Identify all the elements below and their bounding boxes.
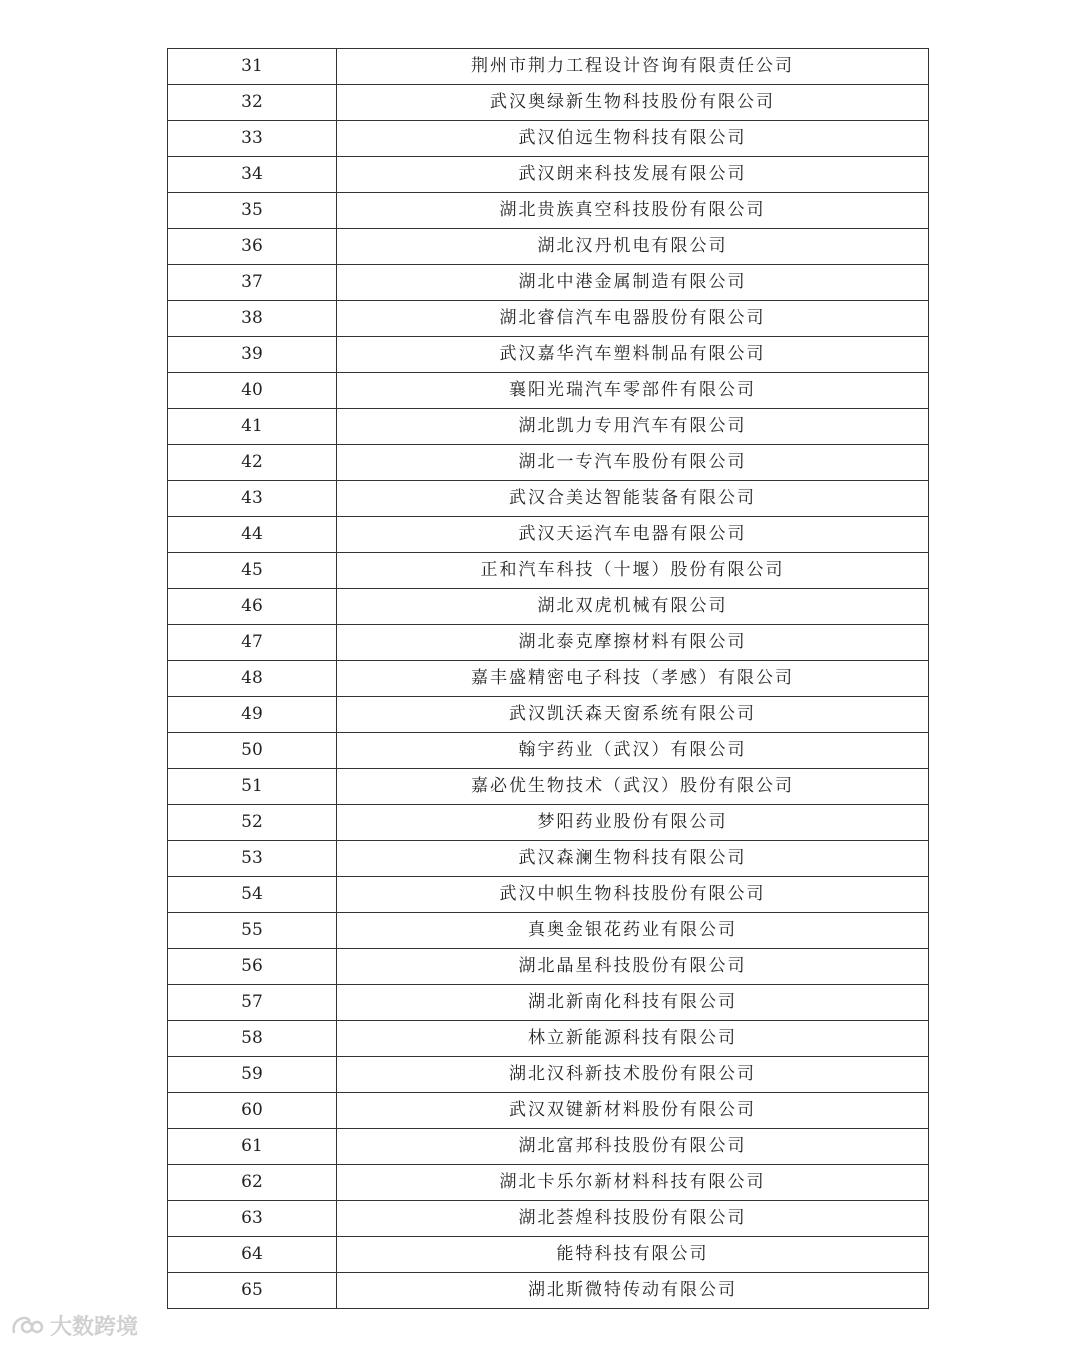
- table-row: [168, 841, 929, 877]
- company-name: 湖北凯力专用汽车有限公司: [337, 409, 929, 445]
- company-name: 正和汽车科技（十堰）股份有限公司: [337, 553, 929, 589]
- table-row: [168, 49, 929, 85]
- company-name: 武汉双键新材料股份有限公司: [337, 1093, 929, 1129]
- table-row: [168, 913, 929, 949]
- row-number: 37: [168, 265, 337, 301]
- table-row: [168, 1201, 929, 1237]
- row-number: 46: [168, 589, 337, 625]
- table-row: [168, 229, 929, 265]
- company-name: 武汉中帜生物科技股份有限公司: [337, 877, 929, 913]
- company-name: 湖北一专汽车股份有限公司: [337, 445, 929, 481]
- company-name: 湖北斯微特传动有限公司: [337, 1273, 929, 1309]
- row-number: 52: [168, 805, 337, 841]
- table-row: [168, 589, 929, 625]
- company-name: 嘉丰盛精密电子科技（孝感）有限公司: [337, 661, 929, 697]
- watermark-text: 大数跨境: [50, 1315, 139, 1340]
- company-name: 湖北泰克摩擦材料有限公司: [337, 625, 929, 661]
- table-body: [168, 49, 929, 1309]
- company-name: 武汉天运汽车电器有限公司: [337, 517, 929, 553]
- row-number: 64: [168, 1237, 337, 1273]
- row-number: 56: [168, 949, 337, 985]
- table-row: [168, 85, 929, 121]
- company-name: 武汉凯沃森天窗系统有限公司: [337, 697, 929, 733]
- table-row: [168, 985, 929, 1021]
- row-number: 45: [168, 553, 337, 589]
- row-number: 33: [168, 121, 337, 157]
- company-name: 武汉奥绿新生物科技股份有限公司: [337, 85, 929, 121]
- row-number: 44: [168, 517, 337, 553]
- table-row: [168, 1273, 929, 1309]
- company-name: 能特科技有限公司: [337, 1237, 929, 1273]
- table-row: [168, 1093, 929, 1129]
- row-number: 62: [168, 1165, 337, 1201]
- row-number: 34: [168, 157, 337, 193]
- row-number: 55: [168, 913, 337, 949]
- table-row: [168, 1021, 929, 1057]
- row-number: 32: [168, 85, 337, 121]
- table-row: [168, 481, 929, 517]
- company-name: 湖北贵族真空科技股份有限公司: [337, 193, 929, 229]
- table-row: [168, 121, 929, 157]
- row-number: 43: [168, 481, 337, 517]
- company-name: 林立新能源科技有限公司: [337, 1021, 929, 1057]
- company-name: 湖北汉科新技术股份有限公司: [337, 1057, 929, 1093]
- row-number: 39: [168, 337, 337, 373]
- row-number: 41: [168, 409, 337, 445]
- table-row: [168, 805, 929, 841]
- row-number: 35: [168, 193, 337, 229]
- table-row: [168, 697, 929, 733]
- table-row: [168, 1237, 929, 1273]
- table-row: [168, 1057, 929, 1093]
- table-row: [168, 193, 929, 229]
- company-name: 真奥金银花药业有限公司: [337, 913, 929, 949]
- company-name: 湖北中港金属制造有限公司: [337, 265, 929, 301]
- watermark-logo-icon: [10, 1313, 44, 1339]
- table-row: [168, 1129, 929, 1165]
- table-row: [168, 373, 929, 409]
- row-number: 50: [168, 733, 337, 769]
- row-number: 65: [168, 1273, 337, 1309]
- table-row: [168, 517, 929, 553]
- table-row: [168, 769, 929, 805]
- table-row: [168, 265, 929, 301]
- company-name: 湖北富邦科技股份有限公司: [337, 1129, 929, 1165]
- company-name: 湖北睿信汽车电器股份有限公司: [337, 301, 929, 337]
- company-name: 襄阳光瑞汽车零部件有限公司: [337, 373, 929, 409]
- company-name: 翰宇药业（武汉）有限公司: [337, 733, 929, 769]
- company-name: 湖北荟煌科技股份有限公司: [337, 1201, 929, 1237]
- table-row: [168, 553, 929, 589]
- table-row: [168, 949, 929, 985]
- company-name: 武汉嘉华汽车塑料制品有限公司: [337, 337, 929, 373]
- company-name: 湖北卡乐尔新材料科技有限公司: [337, 1165, 929, 1201]
- row-number: 57: [168, 985, 337, 1021]
- company-name: 湖北晶星科技股份有限公司: [337, 949, 929, 985]
- company-name: 武汉森澜生物科技有限公司: [337, 841, 929, 877]
- row-number: 61: [168, 1129, 337, 1165]
- table-row: [168, 733, 929, 769]
- table-row: [168, 625, 929, 661]
- watermark: [10, 1310, 138, 1341]
- table-row: [168, 877, 929, 913]
- row-number: 51: [168, 769, 337, 805]
- row-number: 49: [168, 697, 337, 733]
- row-number: 42: [168, 445, 337, 481]
- company-name: 荆州市荆力工程设计咨询有限责任公司: [337, 49, 929, 85]
- table-row: [168, 1165, 929, 1201]
- row-number: 47: [168, 625, 337, 661]
- row-number: 60: [168, 1093, 337, 1129]
- row-number: 48: [168, 661, 337, 697]
- row-number: 54: [168, 877, 337, 913]
- table-row: [168, 445, 929, 481]
- row-number: 31: [168, 49, 337, 85]
- company-name: 梦阳药业股份有限公司: [337, 805, 929, 841]
- company-name: 湖北双虎机械有限公司: [337, 589, 929, 625]
- company-list-table: [167, 48, 929, 1309]
- company-name: 湖北新南化科技有限公司: [337, 985, 929, 1021]
- company-name: 武汉合美达智能装备有限公司: [337, 481, 929, 517]
- row-number: 63: [168, 1201, 337, 1237]
- company-name: 武汉伯远生物科技有限公司: [337, 121, 929, 157]
- row-number: 53: [168, 841, 337, 877]
- row-number: 58: [168, 1021, 337, 1057]
- row-number: 38: [168, 301, 337, 337]
- table-row: [168, 157, 929, 193]
- table-row: [168, 409, 929, 445]
- table-row: [168, 301, 929, 337]
- company-name: 武汉朗来科技发展有限公司: [337, 157, 929, 193]
- table-row: [168, 661, 929, 697]
- company-name: 湖北汉丹机电有限公司: [337, 229, 929, 265]
- row-number: 59: [168, 1057, 337, 1093]
- table-row: [168, 337, 929, 373]
- company-name: 嘉必优生物技术（武汉）股份有限公司: [337, 769, 929, 805]
- row-number: 40: [168, 373, 337, 409]
- row-number: 36: [168, 229, 337, 265]
